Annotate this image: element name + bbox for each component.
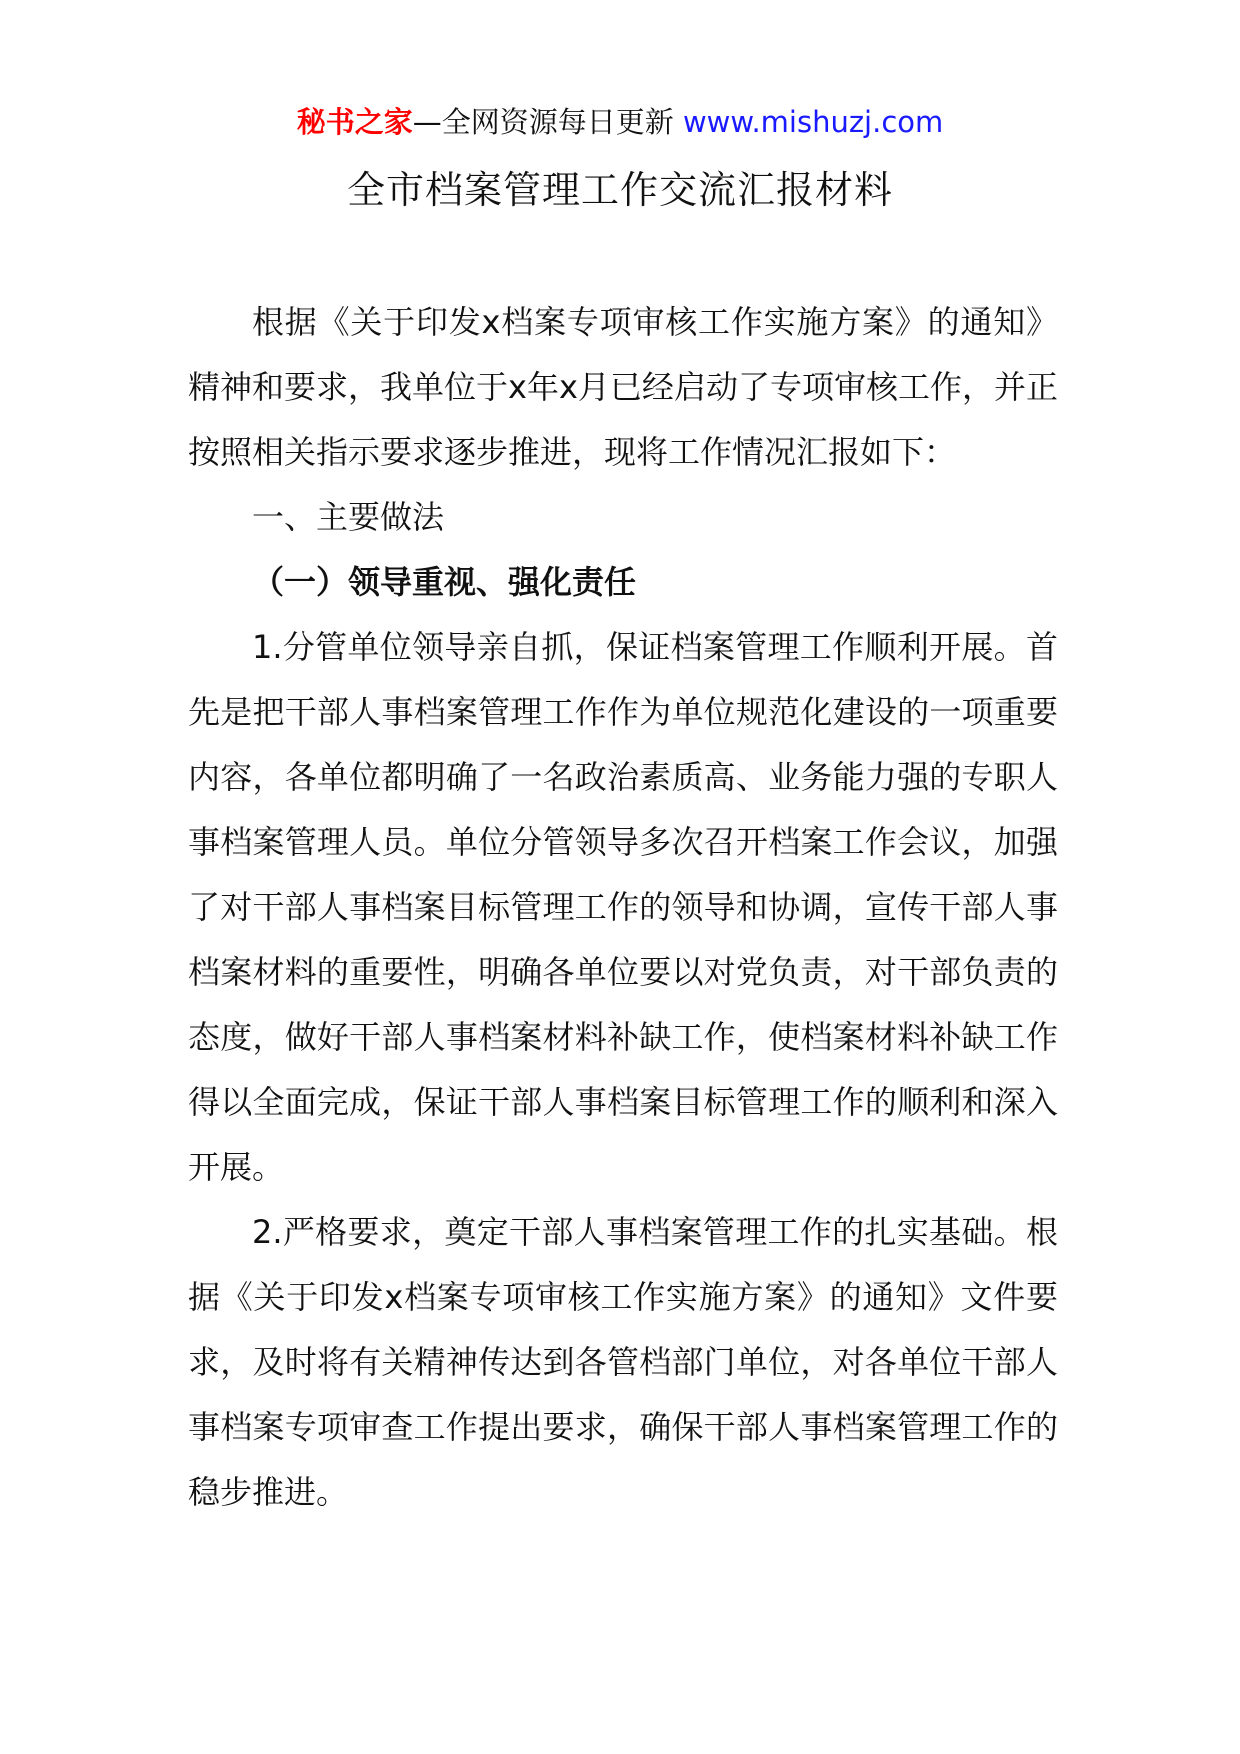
document-body — [188, 290, 1058, 1525]
paragraph-item-2: 2.严格要求，奠定干部人事档案管理工作的扎实基础。根据《关于印发x档案专项审核工作实施方案》的通知》文件要求，及时将有关精神传达到各管档部门单位，对各单位干部人事档案专项审查工作提出要求，确保干部人事档案管理工作的稳步推进。 — [188, 1213, 1058, 1511]
site-header — [0, 100, 1240, 144]
document-title: 全市档案管理工作交流汇报材料 — [346, 168, 893, 212]
intro-paragraph: 根据《关于印发x档案专项审核工作实施方案》的通知》精神和要求，我单位于x年x月已经启动了专项审核工作，并正按照相关指示要求逐步推进，现将工作情况汇报如下： — [188, 303, 1058, 471]
section-heading: 一、主要做法 — [252, 498, 445, 536]
subsection-heading: （一）领导重视、强化责任 — [252, 563, 637, 601]
brand-name: 秘书之家 — [296, 105, 413, 139]
header-tagline: —全网资源每日更新 — [412, 105, 683, 139]
site-url[interactable]: www.mishuzj.com — [682, 105, 944, 139]
paragraph-item-1: 1.分管单位领导亲自抓，保证档案管理工作顺利开展。首先是把干部人事档案管理工作作为单位规范化建设的一项重要内容，各单位都明确了一名政治素质高、业务能力强的专职人事档案管理人员。单位分管领导多次召开档案工作会议，加强了对干部人事档案目标管理工作的领导和协调，宣传干部人事档案材料的重要性，明确各单位要以对党负责，对干部负责的态度，做好干部人事档案材料补缺工作，使档案材料补缺工作得以全面完成，保证干部人事档案目标管理工作的顺利和深入开展。 — [188, 628, 1058, 1186]
